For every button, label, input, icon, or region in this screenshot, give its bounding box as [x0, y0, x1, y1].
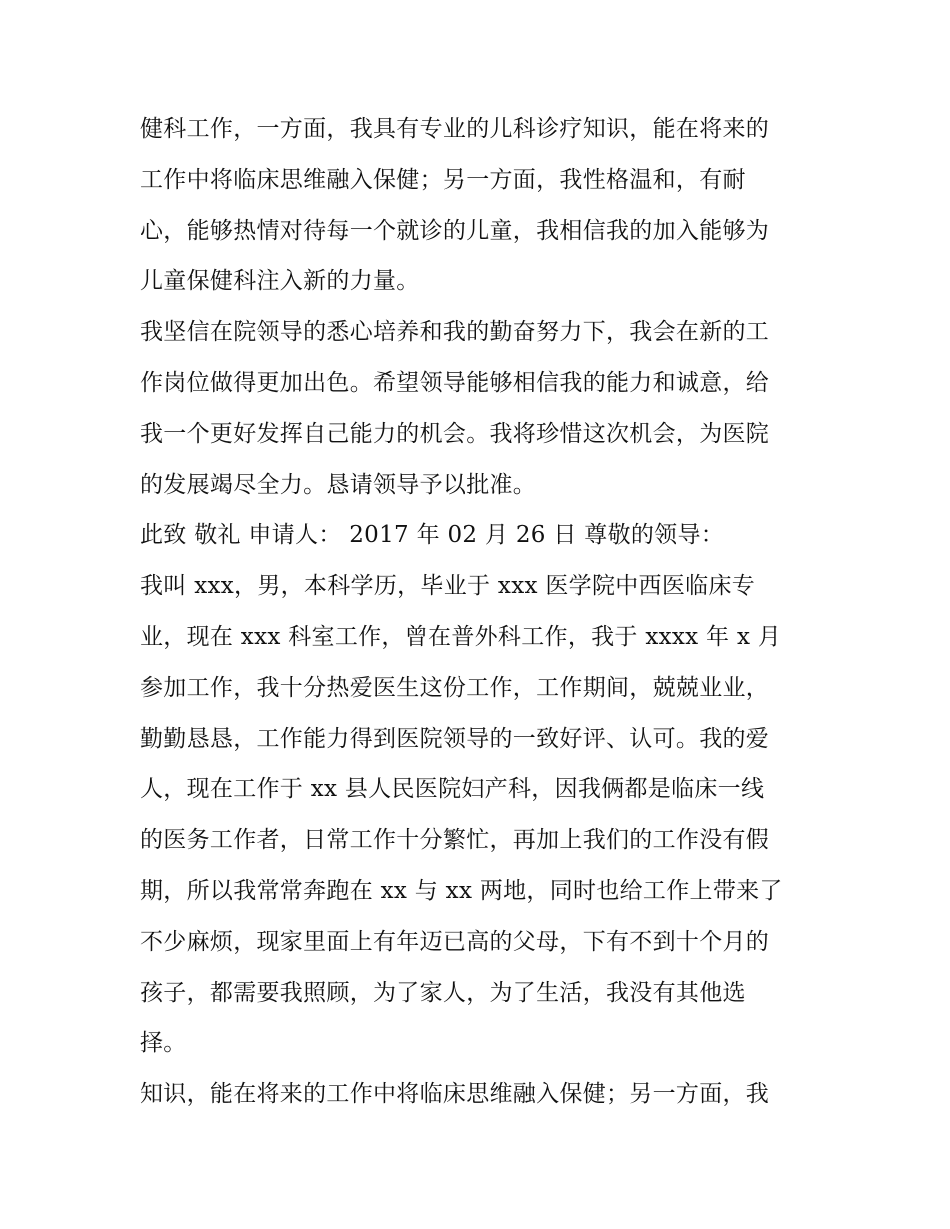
text-line: 业，现在 xxx 科室工作，曾在普外科工作，我于 xxxx 年 x 月	[140, 623, 782, 650]
text-line: 此致 敬礼 申请人： 2017 年 02 月 26 日 尊敬的领导：	[140, 522, 725, 549]
text-line: 期，所以我常常奔跑在 xx 与 xx 两地，同时也给工作上带来了	[140, 877, 783, 904]
text-line: 择。	[140, 1030, 187, 1057]
text-line: 的医务工作者，日常工作十分繁忙，再加上我们的工作没有假	[140, 827, 770, 854]
text-line: 的发展竭尽全力。恳请领导予以批准。	[140, 471, 537, 498]
document-body	[140, 104, 820, 1120]
text-line: 孩子，都需要我照顾，为了家人，为了生活，我没有其他选	[140, 979, 746, 1006]
text-line: 我一个更好发挥自己能力的机会。我将珍惜这次机会，为医院	[140, 420, 770, 447]
text-line: 参加工作，我十分热爱医生这份工作，工作期间，兢兢业业，	[140, 674, 770, 701]
text-line: 勤勤恳恳，工作能力得到医院领导的一致好评、认可。我的爱	[140, 725, 770, 752]
text-line: 健科工作，一方面，我具有专业的儿科诊疗知识，能在将来的	[140, 116, 770, 142]
text-line: 作岗位做得更加出色。希望领导能够相信我的能力和诚意，给	[140, 369, 770, 396]
text-line: 我坚信在院领导的悉心培养和我的勤奋努力下，我会在新的工	[140, 319, 770, 346]
text-line: 人，现在工作于 xx 县人民医院妇产科，因我俩都是临床一线	[140, 776, 765, 803]
text-line: 工作中将临床思维融入保健；另一方面，我性格温和，有耐	[140, 166, 746, 193]
text-line: 儿童保健科注入新的力量。	[140, 268, 420, 295]
text-line: 我叫 xxx，男，本科学历，毕业于 xxx 医学院中西医临床专	[140, 573, 756, 600]
text-line: 心，能够热情对待每一个就诊的儿童，我相信我的加入能够为	[140, 217, 770, 244]
text-line: 不少麻烦，现家里面上有年迈已高的父母，下有不到十个月的	[140, 928, 770, 955]
text-line: 知识，能在将来的工作中将临床思维融入保健；另一方面，我	[140, 1081, 770, 1108]
